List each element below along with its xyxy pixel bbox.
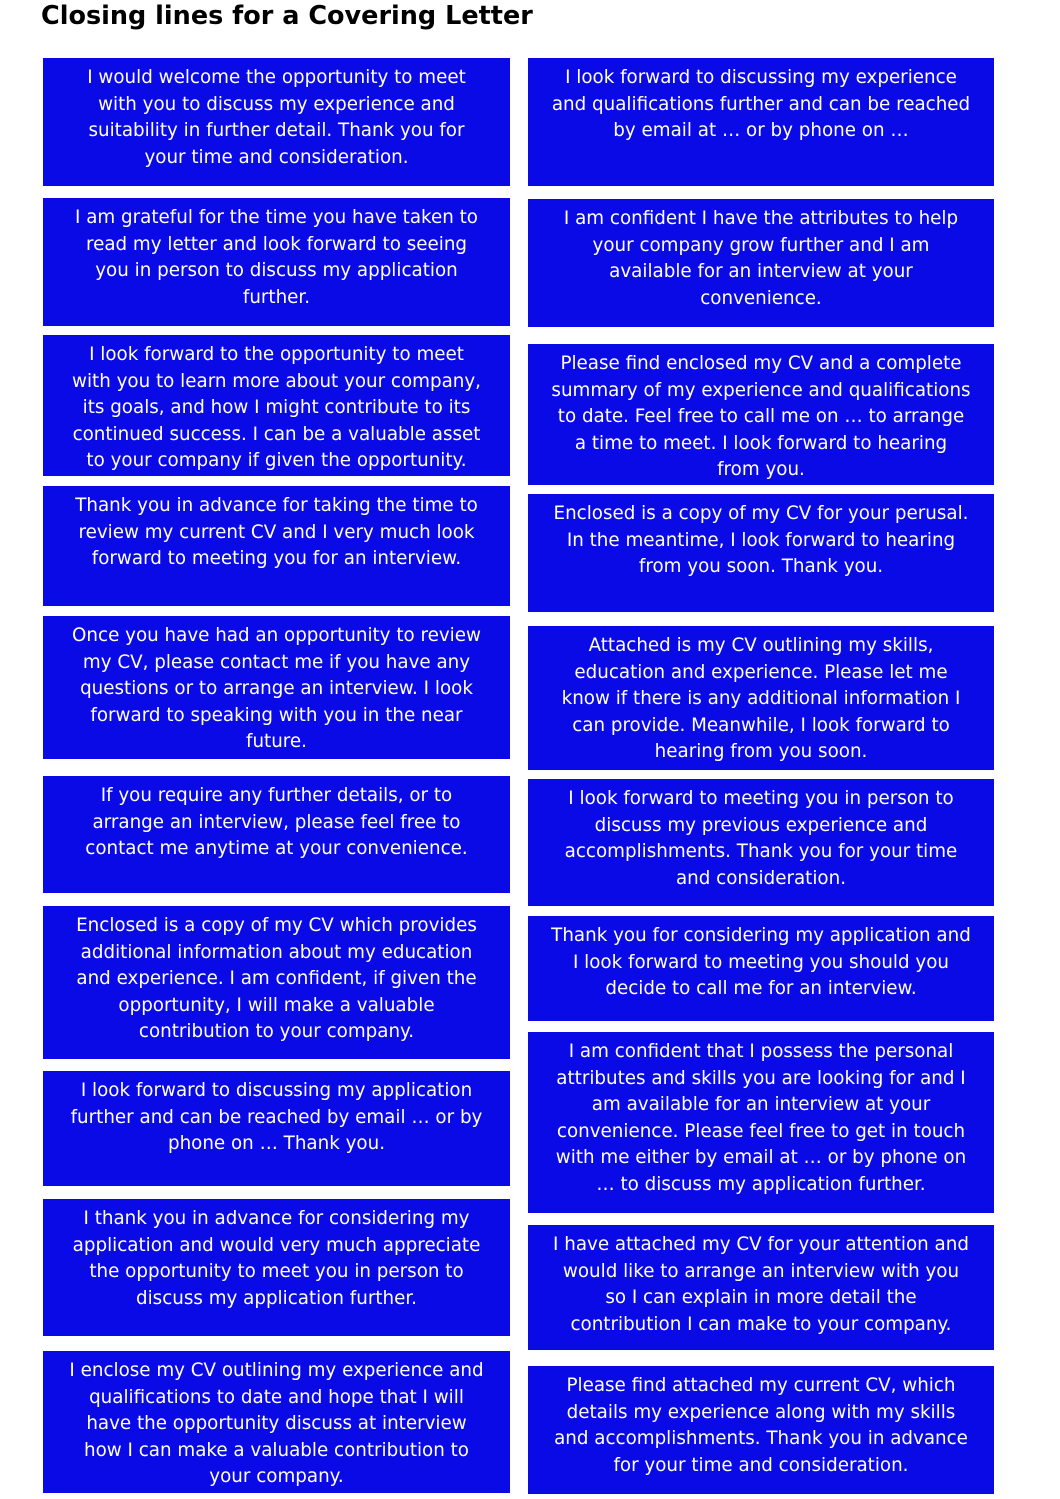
closing-line-card [43, 486, 510, 606]
closing-line-text: Enclosed is a copy of my CV for your perusal. In the meantime, I look forward to hearing from you soon. Thank you. [553, 503, 969, 578]
closing-line-text: I have attached my CV for your attention and would like to arrange an interview with you so I can explain in more detail the contribution I can make to your company. [553, 1234, 969, 1335]
closing-line-card [43, 58, 510, 186]
closing-line-text: Enclosed is a copy of my CV which provides additional information about my education and experience. I am confident, if given the opportunity, I will make a valuable contribution to your company. [76, 915, 477, 1043]
closing-line-card [528, 344, 994, 485]
closing-line-text: I look forward to discussing my experience and qualifications further and can be reached by email at … or by phone on … [551, 67, 971, 142]
closing-line-card [43, 1351, 510, 1493]
closing-line-card [528, 626, 994, 770]
closing-line-card [528, 494, 994, 612]
closing-line-card [43, 906, 510, 1059]
closing-line-text: Once you have had an opportunity to review my CV, please contact me if you have any questions or to arrange an interview. I look forward to speaking with you in the near future. [72, 625, 481, 753]
closing-line-card [43, 776, 510, 893]
closing-line-text: Please find attached my current CV, which details my experience along with my skills and accomplishments. Thank you in advance for your time and consideration. [554, 1375, 968, 1476]
closing-line-text: I look forward to the opportunity to meet with you to learn more about your company, its goals, and how I might contribute to its continued success. I can be a valuable asset to your company if given the opportunity. [72, 344, 481, 472]
closing-line-text: I would welcome the opportunity to meet with you to discuss my experience and suitability in further detail. Thank you for your time and consideration. [87, 67, 466, 168]
closing-line-text: I am grateful for the time you have taken to read my letter and look forward to seeing you in person to discuss my application further. [75, 207, 478, 308]
closing-line-text: I look forward to meeting you in person to discuss my previous experience and accomplishments. Thank you for your time and consideration. [564, 788, 958, 889]
closing-line-card [528, 916, 994, 1021]
closing-line-card [528, 1366, 994, 1494]
closing-line-text: Thank you for considering my application and I look forward to meeting you should you decide to call me for an interview. [551, 925, 971, 1000]
closing-line-text: I enclose my CV outlining my experience and qualifications to date and hope that I will have the opportunity discuss at interview how I can make a valuable contribution to your company. [69, 1360, 484, 1488]
closing-line-text: I am confident that I possess the personal attributes and skills you are looking for and I am available for an interview at your convenience. Please feel free to get in touch with me either by email at … or by phone on … to discuss my application further. [555, 1041, 967, 1195]
page-title: Closing lines for a Covering Letter [41, 1, 533, 31]
closing-line-card [528, 199, 994, 327]
closing-line-text: I look forward to discussing my application further and can be reached by email … or by phone on … Thank you. [70, 1080, 483, 1155]
closing-line-text: I thank you in advance for considering my application and would very much appreciate the opportunity to meet you in person to discuss my application further. [72, 1208, 481, 1309]
closing-line-card [43, 198, 510, 326]
closing-line-text: Thank you in advance for taking the time to review my current CV and I very much look forward to meeting you for an interview. [75, 495, 478, 570]
closing-line-text: Please find enclosed my CV and a complete summary of my experience and qualifications to date. Feel free to call me on … to arrange a time to meet. I look forward to hearing from you. [551, 353, 971, 481]
closing-line-card [528, 779, 994, 906]
closing-line-card [528, 1225, 994, 1350]
closing-line-card [43, 616, 510, 759]
closing-line-text: I am confident I have the attributes to help your company grow further and I am available for an interview at your convenience. [563, 208, 959, 309]
closing-line-card [528, 1032, 994, 1213]
closing-line-card [528, 58, 994, 186]
closing-line-card [43, 1071, 510, 1186]
closing-line-card [43, 1199, 510, 1336]
closing-line-text: Attached is my CV outlining my skills, education and experience. Please let me know if there is any additional information I can provide. Meanwhile, I look forward to hearing from you soon. [561, 635, 961, 763]
closing-line-card [43, 335, 510, 476]
closing-line-text: If you require any further details, or to arrange an interview, please feel free to contact me anytime at your convenience. [85, 785, 468, 860]
